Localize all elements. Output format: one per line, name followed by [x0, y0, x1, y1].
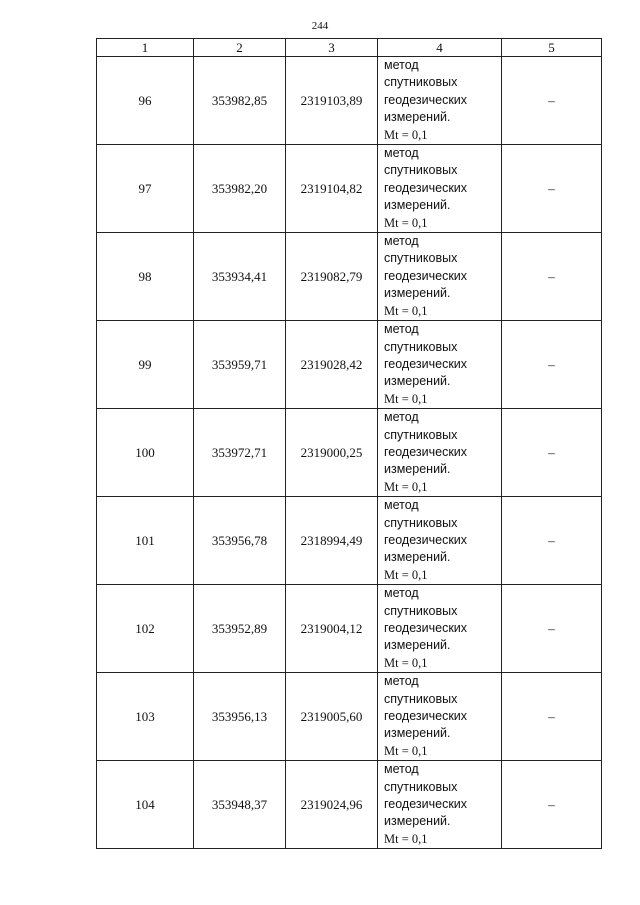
accuracy-text: Mt = 0,1	[384, 303, 428, 318]
method-cell	[378, 57, 502, 145]
y-coordinate-cell: 2319005,60	[286, 673, 378, 761]
point-number-cell: 101	[97, 497, 194, 585]
x-coordinate-cell: 353934,41	[194, 233, 286, 321]
y-coordinate-cell: 2319000,25	[286, 409, 378, 497]
method-cell	[378, 673, 502, 761]
method-text-line: геодезических	[384, 532, 468, 547]
method-text-line: геодезических	[384, 92, 468, 107]
accuracy-text: Mt = 0,1	[384, 743, 428, 758]
table-body	[97, 57, 602, 849]
method-text-line: метод	[384, 674, 419, 689]
method-text-line: геодезических	[384, 444, 468, 459]
accuracy-text: Mt = 0,1	[384, 391, 428, 406]
table-row	[97, 673, 602, 761]
table-row	[97, 761, 602, 849]
note-cell: –	[502, 145, 602, 233]
method-text-line: метод	[384, 586, 419, 601]
header-row	[97, 39, 602, 57]
method-text-line: измерений.	[384, 462, 451, 477]
x-coordinate-cell: 353982,85	[194, 57, 286, 145]
method-cell	[378, 321, 502, 409]
y-coordinate-cell: 2319004,12	[286, 585, 378, 673]
accuracy-text: Mt = 0,1	[384, 215, 428, 230]
table-row	[97, 585, 602, 673]
point-number-cell: 104	[97, 761, 194, 849]
method-cell	[378, 761, 502, 849]
method-cell	[378, 497, 502, 585]
point-number-cell: 99	[97, 321, 194, 409]
x-coordinate-cell: 353956,13	[194, 673, 286, 761]
note-cell: –	[502, 57, 602, 145]
x-coordinate-cell: 353972,71	[194, 409, 286, 497]
table-row	[97, 497, 602, 585]
x-coordinate-cell: 353982,20	[194, 145, 286, 233]
method-text-line: измерений.	[384, 198, 451, 213]
note-cell: –	[502, 585, 602, 673]
page-number: 244	[311, 20, 329, 32]
method-text-line: геодезических	[384, 709, 468, 724]
method-text-line: спутниковых	[384, 163, 458, 178]
x-coordinate-cell: 353952,89	[194, 585, 286, 673]
point-number-cell: 98	[97, 233, 194, 321]
column-header-5: 5	[502, 39, 602, 57]
y-coordinate-cell: 2319103,89	[286, 57, 378, 145]
method-text-line: измерений.	[384, 550, 451, 565]
method-text-line: измерений.	[384, 110, 451, 125]
accuracy-text: Mt = 0,1	[384, 831, 428, 846]
method-text-line: спутниковых	[384, 603, 458, 618]
point-number-cell: 97	[97, 145, 194, 233]
point-number-cell: 102	[97, 585, 194, 673]
x-coordinate-cell: 353948,37	[194, 761, 286, 849]
method-text-line: метод	[384, 498, 419, 513]
method-text-line: метод	[384, 146, 419, 161]
y-coordinate-cell: 2319082,79	[286, 233, 378, 321]
method-text-line: спутниковых	[384, 515, 458, 530]
note-cell: –	[502, 761, 602, 849]
method-text-line: геодезических	[384, 356, 468, 371]
x-coordinate-cell: 353956,78	[194, 497, 286, 585]
method-text-line: спутниковых	[384, 339, 458, 354]
note-cell: –	[502, 321, 602, 409]
method-text-line: измерений.	[384, 374, 451, 389]
table-row	[97, 321, 602, 409]
note-cell: –	[502, 673, 602, 761]
accuracy-text: Mt = 0,1	[384, 127, 428, 142]
accuracy-text: Mt = 0,1	[384, 567, 428, 582]
y-coordinate-cell: 2319024,96	[286, 761, 378, 849]
method-cell	[378, 233, 502, 321]
method-text-line: метод	[384, 322, 419, 337]
table-row	[97, 409, 602, 497]
note-cell: –	[502, 233, 602, 321]
method-text-line: геодезических	[384, 797, 468, 812]
table-row	[97, 57, 602, 145]
column-header-3: 3	[286, 39, 378, 57]
table-row	[97, 233, 602, 321]
method-text-line: измерений.	[384, 814, 451, 829]
x-coordinate-cell: 353959,71	[194, 321, 286, 409]
column-header-2: 2	[194, 39, 286, 57]
method-text-line: спутниковых	[384, 779, 458, 794]
method-cell	[378, 145, 502, 233]
method-text-line: измерений.	[384, 638, 451, 653]
accuracy-text: Mt = 0,1	[384, 479, 428, 494]
method-text-line: геодезических	[384, 180, 468, 195]
y-coordinate-cell: 2319104,82	[286, 145, 378, 233]
coordinates-table	[96, 38, 602, 849]
method-text-line: геодезических	[384, 268, 468, 283]
method-text-line: метод	[384, 762, 419, 777]
method-text-line: спутниковых	[384, 251, 458, 266]
point-number-cell: 103	[97, 673, 194, 761]
method-text-line: геодезических	[384, 621, 468, 635]
point-number-cell: 100	[97, 409, 194, 497]
note-cell: –	[502, 409, 602, 497]
method-text-line: метод	[384, 410, 419, 425]
method-text-line: измерений.	[384, 286, 451, 301]
table-row	[97, 145, 602, 233]
point-number-cell: 96	[97, 57, 194, 145]
method-text-line: метод	[384, 234, 419, 249]
method-text-line: спутниковых	[384, 691, 458, 706]
note-cell: –	[502, 497, 602, 585]
column-header-1: 1	[97, 39, 194, 57]
y-coordinate-cell: 2319028,42	[286, 321, 378, 409]
method-text-line: измерений.	[384, 726, 451, 741]
method-text-line: спутниковых	[384, 75, 458, 90]
column-header-4: 4	[378, 39, 502, 57]
accuracy-text: Mt = 0,1	[384, 655, 428, 670]
method-cell	[378, 409, 502, 497]
table-header	[97, 39, 602, 57]
y-coordinate-cell: 2318994,49	[286, 497, 378, 585]
method-text-line: спутниковых	[384, 427, 458, 442]
method-cell	[378, 585, 502, 673]
method-text-line: метод	[384, 58, 419, 72]
